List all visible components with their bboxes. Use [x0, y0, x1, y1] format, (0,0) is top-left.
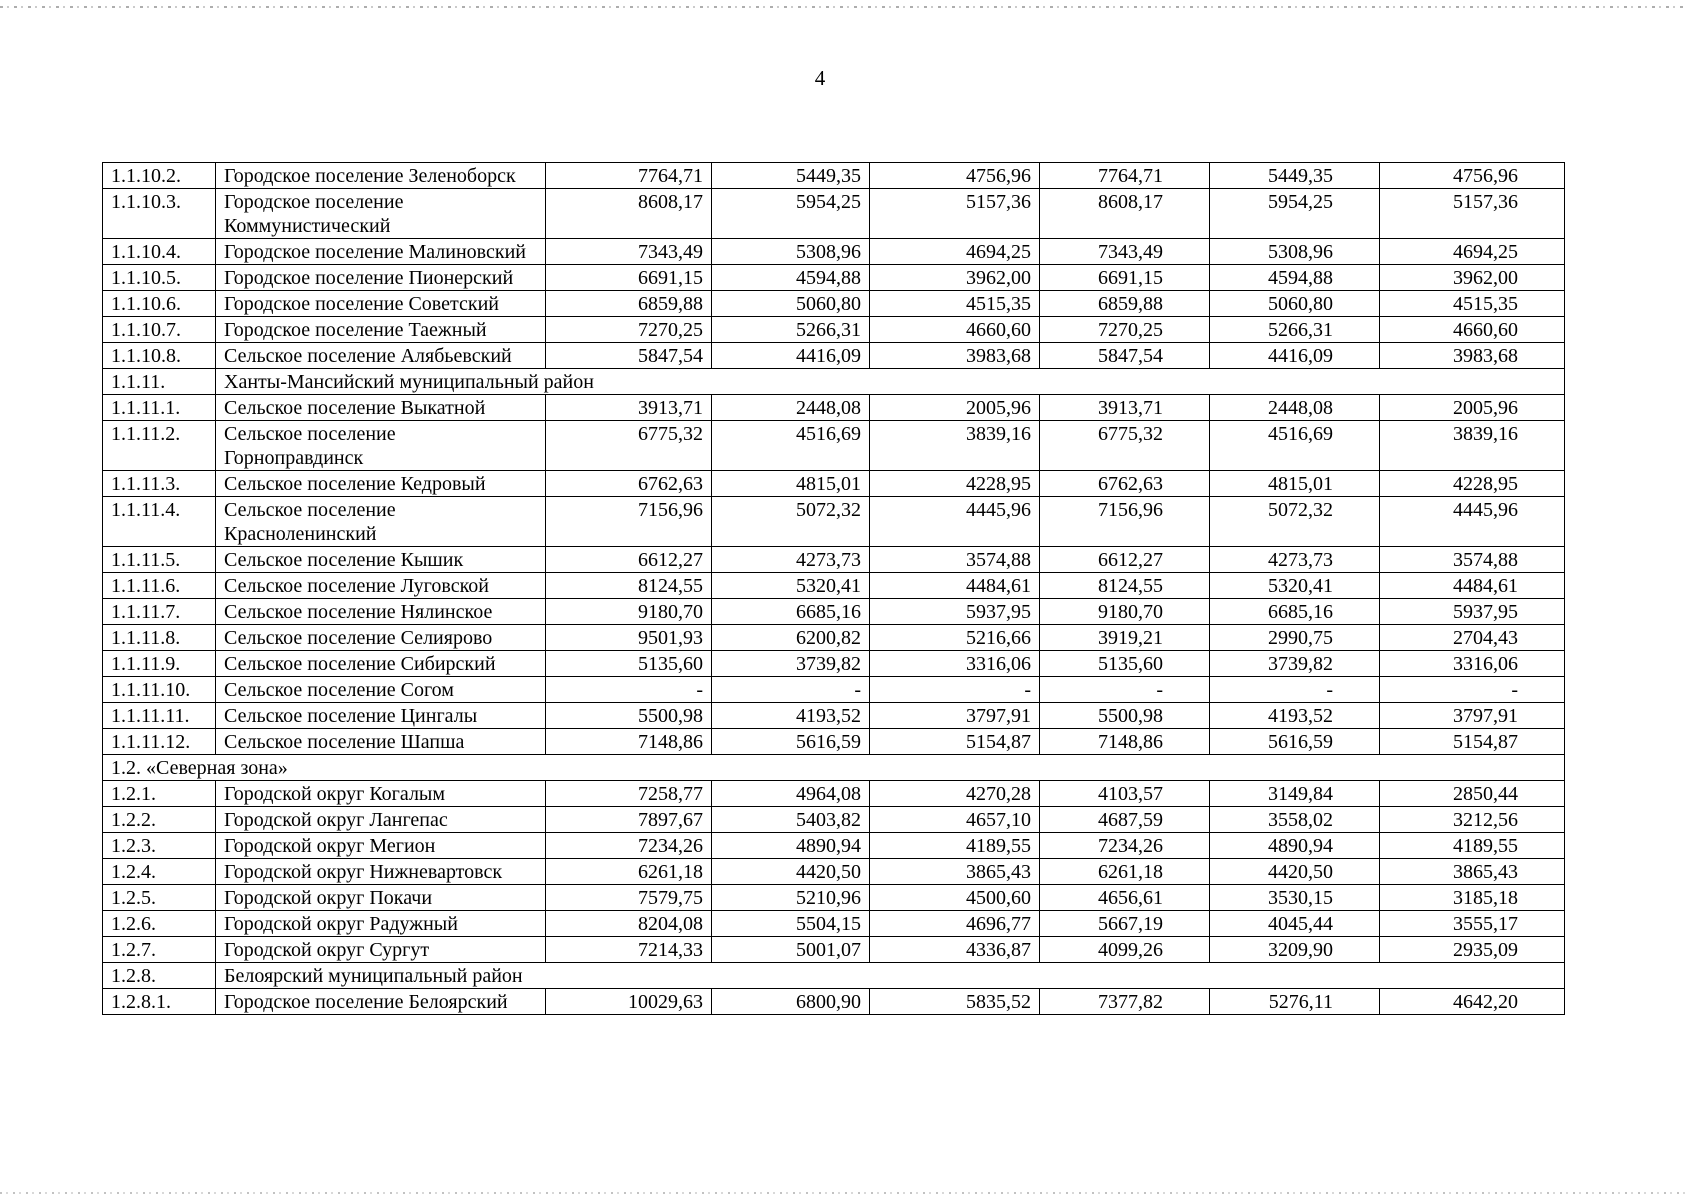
settlement-name: Сельское поселение Шапша	[216, 729, 546, 755]
settlement-name: Сельское поселение Красноленинский	[216, 497, 546, 547]
row-code: 1.1.11.3.	[103, 471, 216, 497]
value-cell-5: 5072,32	[1210, 497, 1380, 547]
value-cell-4: 6859,88	[1040, 291, 1210, 317]
value-cell-5: 4273,73	[1210, 547, 1380, 573]
value-cell-6: 3555,17	[1380, 911, 1565, 937]
table-row	[103, 599, 1565, 625]
table-row	[103, 421, 1565, 471]
section-row	[103, 369, 1565, 395]
table-row	[103, 239, 1565, 265]
settlement-name: Городское поселение Белоярский	[216, 989, 546, 1015]
value-cell-1: 3913,71	[546, 395, 712, 421]
row-code: 1.1.10.7.	[103, 317, 216, 343]
value-cell-5: -	[1210, 677, 1380, 703]
value-cell-6: 4660,60	[1380, 317, 1565, 343]
value-cell-4: 5135,60	[1040, 651, 1210, 677]
row-code: 1.1.10.3.	[103, 189, 216, 239]
value-cell-3: 4696,77	[870, 911, 1040, 937]
value-cell-4: 5667,19	[1040, 911, 1210, 937]
row-code: 1.1.10.8.	[103, 343, 216, 369]
table-row	[103, 625, 1565, 651]
value-cell-6: 5937,95	[1380, 599, 1565, 625]
settlement-name: Городской округ Сургут	[216, 937, 546, 963]
value-cell-5: 2990,75	[1210, 625, 1380, 651]
value-cell-1: 6775,32	[546, 421, 712, 471]
value-cell-2: 4890,94	[712, 833, 870, 859]
value-cell-1: 7258,77	[546, 781, 712, 807]
value-cell-3: 4189,55	[870, 833, 1040, 859]
settlement-name: Городское поселение Таежный	[216, 317, 546, 343]
value-cell-2: 4193,52	[712, 703, 870, 729]
value-cell-4: 7377,82	[1040, 989, 1210, 1015]
value-cell-4: 6762,63	[1040, 471, 1210, 497]
value-cell-4: 5500,98	[1040, 703, 1210, 729]
value-cell-5: 5954,25	[1210, 189, 1380, 239]
settlement-name: Сельское поселение Горноправдинск	[216, 421, 546, 471]
value-cell-4: 7234,26	[1040, 833, 1210, 859]
value-cell-2: 4516,69	[712, 421, 870, 471]
value-cell-5: 5320,41	[1210, 573, 1380, 599]
value-cell-1: -	[546, 677, 712, 703]
value-cell-5: 5449,35	[1210, 163, 1380, 189]
value-cell-6: 3839,16	[1380, 421, 1565, 471]
row-code: 1.2.1.	[103, 781, 216, 807]
value-cell-4: 6261,18	[1040, 859, 1210, 885]
value-cell-1: 5500,98	[546, 703, 712, 729]
value-cell-2: 6800,90	[712, 989, 870, 1015]
value-cell-4: -	[1040, 677, 1210, 703]
value-cell-1: 6261,18	[546, 859, 712, 885]
settlement-name: Сельское поселение Нялинское	[216, 599, 546, 625]
value-cell-2: 6200,82	[712, 625, 870, 651]
page-number: 4	[814, 66, 826, 90]
table-row	[103, 547, 1565, 573]
value-cell-5: 4594,88	[1210, 265, 1380, 291]
table-row	[103, 833, 1565, 859]
value-cell-2: 4420,50	[712, 859, 870, 885]
settlement-name: Городское поселение Пионерский	[216, 265, 546, 291]
value-cell-1: 6691,15	[546, 265, 712, 291]
value-cell-5: 3149,84	[1210, 781, 1380, 807]
row-code: 1.1.10.6.	[103, 291, 216, 317]
value-cell-4: 6691,15	[1040, 265, 1210, 291]
value-cell-6: 4445,96	[1380, 497, 1565, 547]
table-row	[103, 189, 1565, 239]
value-cell-3: 5216,66	[870, 625, 1040, 651]
value-cell-1: 7234,26	[546, 833, 712, 859]
value-cell-2: 4964,08	[712, 781, 870, 807]
value-cell-2: 5403,82	[712, 807, 870, 833]
row-code: 1.1.11.5.	[103, 547, 216, 573]
value-cell-1: 7148,86	[546, 729, 712, 755]
value-cell-3: 3983,68	[870, 343, 1040, 369]
table-row	[103, 703, 1565, 729]
value-cell-2: 2448,08	[712, 395, 870, 421]
table-row	[103, 989, 1565, 1015]
value-cell-3: 5937,95	[870, 599, 1040, 625]
table-row	[103, 395, 1565, 421]
section-row	[103, 963, 1565, 989]
row-code: 1.1.10.4.	[103, 239, 216, 265]
table-row	[103, 677, 1565, 703]
value-cell-1: 7270,25	[546, 317, 712, 343]
value-cell-2: 5308,96	[712, 239, 870, 265]
value-cell-4: 9180,70	[1040, 599, 1210, 625]
value-cell-3: 2005,96	[870, 395, 1040, 421]
zone-title: 1.2. «Северная зона»	[103, 755, 1565, 781]
value-cell-2: 4416,09	[712, 343, 870, 369]
value-cell-2: 5001,07	[712, 937, 870, 963]
value-cell-6: 2935,09	[1380, 937, 1565, 963]
value-cell-5: 3530,15	[1210, 885, 1380, 911]
value-cell-2: 3739,82	[712, 651, 870, 677]
table-row	[103, 497, 1565, 547]
value-cell-4: 7343,49	[1040, 239, 1210, 265]
value-cell-5: 5060,80	[1210, 291, 1380, 317]
scan-edge-top	[0, 6, 1686, 8]
value-cell-5: 4193,52	[1210, 703, 1380, 729]
value-cell-1: 10029,63	[546, 989, 712, 1015]
table-row	[103, 807, 1565, 833]
settlement-name: Сельское поселение Выкатной	[216, 395, 546, 421]
zone-row	[103, 755, 1565, 781]
value-cell-6: 4694,25	[1380, 239, 1565, 265]
value-cell-3: 4657,10	[870, 807, 1040, 833]
row-code: 1.2.6.	[103, 911, 216, 937]
value-cell-2: 6685,16	[712, 599, 870, 625]
value-cell-1: 7579,75	[546, 885, 712, 911]
value-cell-3: 3574,88	[870, 547, 1040, 573]
value-cell-4: 5847,54	[1040, 343, 1210, 369]
value-cell-1: 6762,63	[546, 471, 712, 497]
value-cell-1: 8204,08	[546, 911, 712, 937]
settlement-name: Городское поселение Малиновский	[216, 239, 546, 265]
value-cell-5: 3209,90	[1210, 937, 1380, 963]
value-cell-1: 7343,49	[546, 239, 712, 265]
value-cell-4: 3919,21	[1040, 625, 1210, 651]
value-cell-6: 4484,61	[1380, 573, 1565, 599]
table-body	[103, 163, 1565, 1015]
value-cell-4: 4656,61	[1040, 885, 1210, 911]
value-cell-6: 2005,96	[1380, 395, 1565, 421]
value-cell-3: 4445,96	[870, 497, 1040, 547]
data-table	[102, 162, 1565, 1015]
value-cell-1: 6612,27	[546, 547, 712, 573]
value-cell-2: 5954,25	[712, 189, 870, 239]
row-code: 1.2.5.	[103, 885, 216, 911]
value-cell-6: -	[1380, 677, 1565, 703]
value-cell-3: 4756,96	[870, 163, 1040, 189]
value-cell-6: 3316,06	[1380, 651, 1565, 677]
settlement-name: Сельское поселение Согом	[216, 677, 546, 703]
value-cell-4: 8124,55	[1040, 573, 1210, 599]
value-cell-5: 5266,31	[1210, 317, 1380, 343]
value-cell-2: 5266,31	[712, 317, 870, 343]
settlement-name: Городской округ Мегион	[216, 833, 546, 859]
row-code: 1.2.3.	[103, 833, 216, 859]
settlement-name: Сельское поселение Луговской	[216, 573, 546, 599]
value-cell-6: 5154,87	[1380, 729, 1565, 755]
value-cell-1: 9501,93	[546, 625, 712, 651]
settlement-name: Сельское поселение Алябьевский	[216, 343, 546, 369]
value-cell-1: 8608,17	[546, 189, 712, 239]
row-code: 1.1.11.7.	[103, 599, 216, 625]
table-row	[103, 317, 1565, 343]
value-cell-1: 6859,88	[546, 291, 712, 317]
value-cell-4: 4099,26	[1040, 937, 1210, 963]
settlement-name: Сельское поселение Цингалы	[216, 703, 546, 729]
value-cell-2: 5616,59	[712, 729, 870, 755]
row-code: 1.2.4.	[103, 859, 216, 885]
value-cell-3: -	[870, 677, 1040, 703]
table-row	[103, 471, 1565, 497]
value-cell-2: 5320,41	[712, 573, 870, 599]
row-code: 1.1.11.10.	[103, 677, 216, 703]
value-cell-1: 7156,96	[546, 497, 712, 547]
value-cell-6: 3797,91	[1380, 703, 1565, 729]
value-cell-6: 3962,00	[1380, 265, 1565, 291]
row-code: 1.2.2.	[103, 807, 216, 833]
value-cell-3: 4228,95	[870, 471, 1040, 497]
value-cell-3: 4515,35	[870, 291, 1040, 317]
value-cell-1: 5847,54	[546, 343, 712, 369]
value-cell-2: 4594,88	[712, 265, 870, 291]
value-cell-4: 3913,71	[1040, 395, 1210, 421]
section-title: Белоярский муниципальный район	[216, 963, 1565, 989]
section-code: 1.1.11.	[103, 369, 216, 395]
value-cell-5: 4045,44	[1210, 911, 1380, 937]
value-cell-3: 4336,87	[870, 937, 1040, 963]
value-cell-4: 7270,25	[1040, 317, 1210, 343]
value-cell-6: 3185,18	[1380, 885, 1565, 911]
value-cell-3: 4500,60	[870, 885, 1040, 911]
value-cell-5: 3558,02	[1210, 807, 1380, 833]
value-cell-6: 4756,96	[1380, 163, 1565, 189]
value-cell-5: 4416,09	[1210, 343, 1380, 369]
value-cell-3: 4694,25	[870, 239, 1040, 265]
value-cell-4: 4687,59	[1040, 807, 1210, 833]
settlement-name: Городской округ Радужный	[216, 911, 546, 937]
settlement-name: Сельское поселение Кышик	[216, 547, 546, 573]
value-cell-5: 3739,82	[1210, 651, 1380, 677]
value-cell-1: 7764,71	[546, 163, 712, 189]
table-row	[103, 911, 1565, 937]
value-cell-6: 5157,36	[1380, 189, 1565, 239]
value-cell-3: 5835,52	[870, 989, 1040, 1015]
value-cell-2: 5504,15	[712, 911, 870, 937]
value-cell-3: 4484,61	[870, 573, 1040, 599]
value-cell-3: 3839,16	[870, 421, 1040, 471]
settlement-name: Городской округ Нижневартовск	[216, 859, 546, 885]
value-cell-6: 3865,43	[1380, 859, 1565, 885]
value-cell-5: 5616,59	[1210, 729, 1380, 755]
value-cell-1: 7897,67	[546, 807, 712, 833]
row-code: 1.1.11.12.	[103, 729, 216, 755]
settlement-name: Городское поселение Коммунистический	[216, 189, 546, 239]
row-code: 1.1.11.4.	[103, 497, 216, 547]
value-cell-5: 4420,50	[1210, 859, 1380, 885]
row-code: 1.1.11.8.	[103, 625, 216, 651]
value-cell-4: 7156,96	[1040, 497, 1210, 547]
settlement-name: Городское поселение Зеленоборск	[216, 163, 546, 189]
value-cell-6: 3983,68	[1380, 343, 1565, 369]
section-title: Ханты-Мансийский муниципальный район	[216, 369, 1565, 395]
value-cell-6: 3212,56	[1380, 807, 1565, 833]
table-row	[103, 885, 1565, 911]
table-row	[103, 291, 1565, 317]
value-cell-5: 6685,16	[1210, 599, 1380, 625]
row-code: 1.2.7.	[103, 937, 216, 963]
value-cell-5: 4815,01	[1210, 471, 1380, 497]
value-cell-3: 3797,91	[870, 703, 1040, 729]
value-cell-3: 4270,28	[870, 781, 1040, 807]
value-cell-2: 4815,01	[712, 471, 870, 497]
value-cell-5: 4890,94	[1210, 833, 1380, 859]
value-cell-3: 3316,06	[870, 651, 1040, 677]
settlement-name: Городской округ Покачи	[216, 885, 546, 911]
value-cell-1: 7214,33	[546, 937, 712, 963]
value-cell-6: 3574,88	[1380, 547, 1565, 573]
table-row	[103, 163, 1565, 189]
value-cell-2: 4273,73	[712, 547, 870, 573]
scan-edge-bottom	[0, 1192, 1686, 1194]
row-code: 1.1.11.11.	[103, 703, 216, 729]
value-cell-4: 8608,17	[1040, 189, 1210, 239]
value-cell-5: 2448,08	[1210, 395, 1380, 421]
value-cell-6: 2850,44	[1380, 781, 1565, 807]
table-row	[103, 781, 1565, 807]
value-cell-4: 7764,71	[1040, 163, 1210, 189]
value-cell-4: 6775,32	[1040, 421, 1210, 471]
table-row	[103, 729, 1565, 755]
value-cell-3: 3865,43	[870, 859, 1040, 885]
settlement-name: Сельское поселение Селиярово	[216, 625, 546, 651]
table-row	[103, 859, 1565, 885]
settlement-name: Городской округ Когалым	[216, 781, 546, 807]
value-cell-5: 4516,69	[1210, 421, 1380, 471]
value-cell-5: 5308,96	[1210, 239, 1380, 265]
value-cell-2: 5072,32	[712, 497, 870, 547]
row-code: 1.1.11.6.	[103, 573, 216, 599]
table-row	[103, 573, 1565, 599]
value-cell-4: 7148,86	[1040, 729, 1210, 755]
value-cell-6: 2704,43	[1380, 625, 1565, 651]
row-code: 1.1.11.9.	[103, 651, 216, 677]
value-cell-3: 5154,87	[870, 729, 1040, 755]
value-cell-2: 5060,80	[712, 291, 870, 317]
value-cell-6: 4228,95	[1380, 471, 1565, 497]
value-cell-1: 8124,55	[546, 573, 712, 599]
row-code: 1.1.11.2.	[103, 421, 216, 471]
settlement-name: Городское поселение Советский	[216, 291, 546, 317]
row-code: 1.2.8.1.	[103, 989, 216, 1015]
table-row	[103, 937, 1565, 963]
value-cell-1: 9180,70	[546, 599, 712, 625]
value-cell-6: 4642,20	[1380, 989, 1565, 1015]
value-cell-2: 5449,35	[712, 163, 870, 189]
settlement-name: Сельское поселение Кедровый	[216, 471, 546, 497]
section-code: 1.2.8.	[103, 963, 216, 989]
value-cell-2: 5210,96	[712, 885, 870, 911]
value-cell-4: 4103,57	[1040, 781, 1210, 807]
row-code: 1.1.10.2.	[103, 163, 216, 189]
value-cell-3: 4660,60	[870, 317, 1040, 343]
value-cell-3: 5157,36	[870, 189, 1040, 239]
settlement-name: Городской округ Лангепас	[216, 807, 546, 833]
value-cell-5: 5276,11	[1210, 989, 1380, 1015]
value-cell-3: 3962,00	[870, 265, 1040, 291]
table-row	[103, 651, 1565, 677]
row-code: 1.1.11.1.	[103, 395, 216, 421]
table-row	[103, 265, 1565, 291]
row-code: 1.1.10.5.	[103, 265, 216, 291]
value-cell-6: 4189,55	[1380, 833, 1565, 859]
value-cell-4: 6612,27	[1040, 547, 1210, 573]
value-cell-2: -	[712, 677, 870, 703]
settlement-name: Сельское поселение Сибирский	[216, 651, 546, 677]
value-cell-6: 4515,35	[1380, 291, 1565, 317]
value-cell-1: 5135,60	[546, 651, 712, 677]
table-row	[103, 343, 1565, 369]
